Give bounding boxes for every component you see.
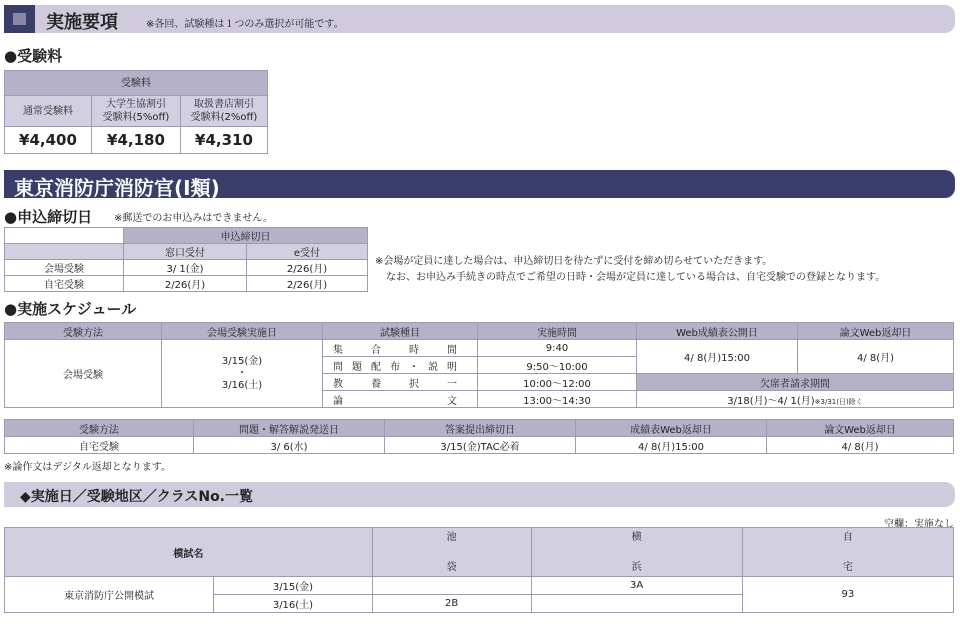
deadline-col-web: e受付 <box>247 244 368 260</box>
classes-col-ike: 池 袋 <box>372 528 531 577</box>
fee-price-store: ¥4,310 <box>181 127 268 154</box>
deadline-table-title: 申込締切日 <box>124 228 368 244</box>
fee-col-store: 取扱書店割引 受験料(2%off) <box>181 96 268 127</box>
table-row: 自宅受験 3/ 6(水) 3/15(金)TAC必着 4/ 8(月)15:00 4/ 8(月) <box>5 437 954 454</box>
schedule-item: 集 合 時 間 <box>323 340 478 357</box>
deadline-blank-header <box>5 244 124 260</box>
table-row: 自宅受験 2/26(月) 2/26(月) <box>5 276 368 292</box>
deadline-note: ※郵送でのお申込みはできません。 <box>114 213 273 224</box>
deadline-side-note-1: ※会場が定員に達した場合は、申込締切日を待たずに受付を締め切らせていただきます。 <box>375 256 773 267</box>
schedule-absent-period: 3/18(月)〜4/ 1(月)※3/31(日)除く <box>637 391 954 408</box>
fee-price-regular: ¥4,400 <box>5 127 92 154</box>
fee-heading: ●受験料 <box>4 47 63 65</box>
classes-table <box>4 527 954 613</box>
classes-bar <box>4 482 955 507</box>
schedule-table: 受験方法 会場受験実施日 試験種目 実施時間 Web成績表公開日 論文Web返却日 会場受験 3/15(金) ・ 3/16(土) 集 合 時 間 9:40 4/ 8(月)15:00 4/ 8(月) 問 題 配 布 ・ 説 明 9:50〜10:00 教 養 択 一 10:00〜12:00 欠席者請求期間 論 文 13:00〜14:30 3/18(月)〜4/ 1(月)※3/31(日)除く <box>4 322 954 408</box>
classes-exam-name: 東京消防庁公開模試 <box>5 577 214 613</box>
table-row: 3/16(土) 2B <box>5 595 954 613</box>
header-bar <box>4 5 955 33</box>
table-row: 東京消防庁公開模試 3/15(金) 3A 93 <box>5 577 954 595</box>
header-note: ※各回、試験種は１つのみ選択が可能です。 <box>146 19 344 30</box>
schedule-item: 教 養 択 一 <box>323 374 478 391</box>
deadline-table <box>4 227 368 292</box>
schedule-item: 論 文 <box>323 391 478 408</box>
header-square-icon <box>4 5 35 33</box>
schedule-heading: ●実施スケジュール <box>4 300 137 318</box>
fee-col-regular: 通常受験料 <box>5 96 92 127</box>
exam-title: 東京消防庁消防官(Ⅰ類) <box>14 176 220 200</box>
classes-col-home: 自 宅 <box>742 528 953 577</box>
deadline-heading: ●申込締切日 <box>4 208 93 226</box>
table-row: 会場受験 3/ 1(金) 2/26(月) <box>5 260 368 276</box>
fee-price-coop: ¥4,180 <box>92 127 181 154</box>
fee-table-title: 受験料 <box>5 71 268 96</box>
header-title: 実施要項 <box>46 12 118 33</box>
deadline-col-window: 窓口受付 <box>124 244 247 260</box>
schedule-absent-header: 欠席者請求期間 <box>637 374 954 391</box>
deadline-side-note-2: なお、お申込み手続きの時点でご希望の日時・会場が定員に達している場合は、自宅受験での登録となります。 <box>386 272 886 283</box>
classes-col-yoko: 横 浜 <box>531 528 742 577</box>
blank-note: 空欄：実施なし <box>884 519 954 530</box>
fee-table <box>4 70 268 154</box>
exam-title-bar <box>4 170 955 198</box>
schedule-web-score: 4/ 8(月)15:00 <box>637 340 798 374</box>
schedule-dates: 3/15(金) ・ 3/16(土) <box>162 340 323 408</box>
schedule-item: 問 題 配 布 ・ 説 明 <box>323 357 478 374</box>
fee-col-coop: 大学生協割引 受験料(5%off) <box>92 96 181 127</box>
home-note: ※論作文はデジタル返却となります。 <box>4 462 171 473</box>
classes-col-name: 模試名 <box>5 528 373 577</box>
classes-heading: ◆実施日／受験地区／クラスNo.一覧 <box>20 489 253 505</box>
schedule-method: 会場受験 <box>5 340 162 408</box>
classes-home-value: 93 <box>742 577 953 613</box>
home-exam-table: 受験方法 問題・解答解説発送日 答案提出締切日 成績表Web返却日 論文Web返却日 自宅受験 3/ 6(水) 3/15(金)TAC必着 4/ 8(月)15:00 4/ 8(月) <box>4 419 954 454</box>
schedule-web-return: 4/ 8(月) <box>798 340 954 374</box>
